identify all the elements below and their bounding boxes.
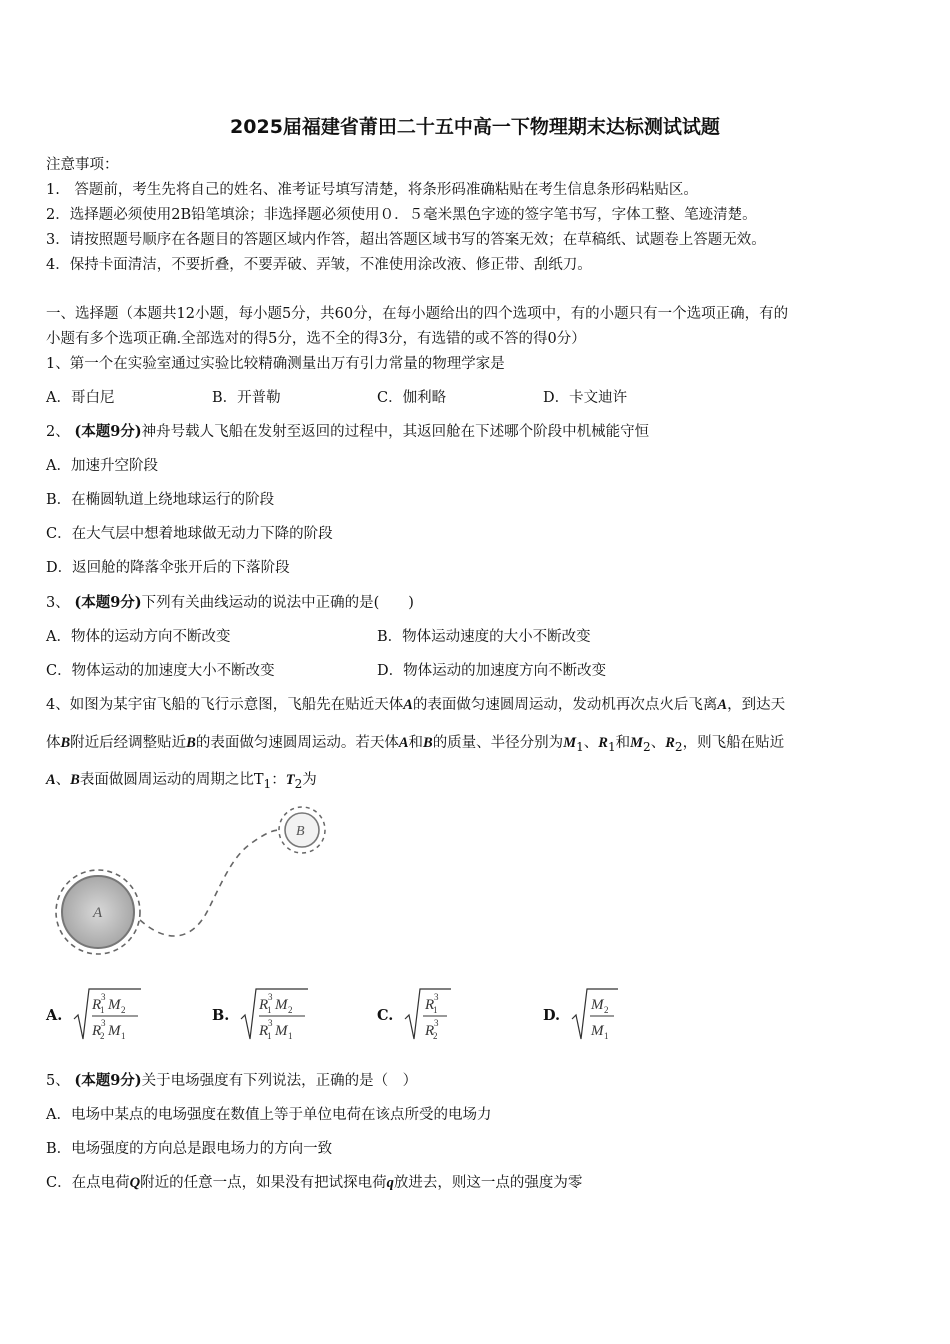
svg-text:R: R xyxy=(92,1023,102,1039)
question-points: (本题9分) xyxy=(74,423,142,440)
svg-text:3: 3 xyxy=(268,992,273,1002)
svg-text:2: 2 xyxy=(433,1031,438,1041)
svg-text:3: 3 xyxy=(434,992,439,1002)
question-number: 3、 xyxy=(46,595,70,611)
spaceship-trajectory-figure xyxy=(48,800,348,970)
question-3-stem xyxy=(46,591,414,612)
section-header-line: 一、选择题（本题共12小题，每小题5分，共60分，在每小题给出的四个选项中，有的小题只有一个选项正确，有的 xyxy=(46,306,789,322)
question-text: 下列有关曲线运动的说法中正确的是( ) xyxy=(141,595,414,611)
q2-option-d: D．返回舱的降落伞张开后的下落阶段 xyxy=(46,560,290,576)
q4-option-c: C. R 1 3 R 2 3 xyxy=(377,985,453,1045)
question-2-stem xyxy=(46,420,649,441)
question-points: (本题9分) xyxy=(74,594,142,611)
svg-text:M: M xyxy=(275,1023,288,1039)
q2-option-a: A．加速升空阶段 xyxy=(46,458,158,474)
formula-sqrt-r1cubed-over-r2cubed xyxy=(403,985,453,1045)
q3-option-d: D．物体运动的加速度方向不断改变 xyxy=(377,663,607,679)
q3-option-a: A．物体的运动方向不断改变 xyxy=(46,629,231,645)
formula-sqrt-r1cubed-m2-over-r2cubed-m1 xyxy=(72,985,142,1045)
trajectory-path xyxy=(140,830,280,936)
svg-text:1: 1 xyxy=(433,1005,438,1015)
question-number: 5、 xyxy=(46,1073,70,1089)
question-1-stem: 1、第一个在实验室通过实验比较精确测量出万有引力常量的物理学家是 xyxy=(46,356,505,372)
svg-text:1: 1 xyxy=(100,1005,105,1015)
q3-option-b: B．物体运动速度的大小不断改变 xyxy=(377,629,591,645)
q4-option-a: A. R 1 3 M 2 R 2 3 M 1 xyxy=(46,985,142,1045)
formula-sqrt-m2-over-m1 xyxy=(570,985,620,1045)
svg-text:3: 3 xyxy=(268,1018,273,1028)
svg-text:2: 2 xyxy=(604,1005,609,1015)
q4-option-d: D. M 2 M 1 xyxy=(543,985,620,1045)
label-a: A xyxy=(93,905,103,921)
svg-text:3: 3 xyxy=(434,1018,439,1028)
svg-text:2: 2 xyxy=(100,1031,105,1041)
svg-text:3: 3 xyxy=(101,1018,106,1028)
q2-option-b: B．在椭圆轨道上绕地球运行的阶段 xyxy=(46,492,275,508)
svg-text:2: 2 xyxy=(121,1005,126,1015)
q1-option-b: B．开普勒 xyxy=(212,390,281,406)
svg-text:1: 1 xyxy=(267,1031,272,1041)
q5-option-a: A．电场中某点的电场强度在数值上等于单位电荷在该点所受的电场力 xyxy=(46,1107,492,1123)
question-number: 2、 xyxy=(46,424,70,440)
q1-option-c: C．伽利略 xyxy=(377,390,447,406)
svg-text:R: R xyxy=(92,997,102,1013)
question-4-line2: 体B附近后经调整贴近B的表面做匀速圆周运动。若天体A和B的质量、半径分别为$M_1$、$R_1$和$M_2$、$R_2$，则飞船在贴近 xyxy=(46,735,785,754)
notice-item: 1. 答题前，考生先将自己的姓名、准考证号填写清楚，将条形码准确粘贴在考生信息条形码粘贴区。 xyxy=(46,182,698,198)
question-4-line3: A、B表面做圆周运动的周期之比$T_1$：$T_2$为 xyxy=(46,772,317,791)
notice-heading: 注意事项： xyxy=(46,157,119,173)
svg-text:1: 1 xyxy=(288,1031,293,1041)
q5-option-c: C．在点电荷Q附近的任意一点，如果没有把试探电荷q放进去，则这一点的强度为零 xyxy=(46,1175,583,1191)
svg-text:M: M xyxy=(108,1023,121,1039)
q3-option-c: C．物体运动的加速度大小不断改变 xyxy=(46,663,275,679)
question-points: (本题9分) xyxy=(74,1072,142,1089)
svg-text:M: M xyxy=(108,997,121,1013)
svg-text:R: R xyxy=(425,997,435,1013)
question-4-line1: 4、如图为某宇宙飞船的飞行示意图，飞船先在贴近天体A的表面做匀速圆周运动，发动机再次点火后飞离A，到达天 xyxy=(46,697,786,713)
svg-text:M: M xyxy=(275,997,288,1013)
q2-option-c: C．在大气层中想着地球做无动力下降的阶段 xyxy=(46,526,333,542)
q1-option-a: A．哥白尼 xyxy=(46,390,115,406)
q1-option-d: D．卡文迪许 xyxy=(543,390,628,406)
svg-text:R: R xyxy=(259,997,269,1013)
question-text: 神舟号载人飞船在发射至返回的过程中，其返回舱在下述哪个阶段中机械能守恒 xyxy=(141,424,650,440)
question-5-stem xyxy=(46,1069,417,1090)
question-text: 关于电场强度有下列说法，正确的是（ ） xyxy=(141,1073,418,1089)
svg-text:R: R xyxy=(425,1023,435,1039)
section-header-line: 小题有多个选项正确.全部选对的得5分，选不全的得3分，有选错的或不答的得0分） xyxy=(46,331,586,347)
svg-text:1: 1 xyxy=(267,1005,272,1015)
q5-option-b: B．电场强度的方向总是跟电场力的方向一致 xyxy=(46,1141,333,1157)
svg-text:1: 1 xyxy=(121,1031,126,1041)
q4-option-b: B. R 1 3 M 2 R 1 3 M 1 xyxy=(212,985,309,1045)
notice-item: 2．选择题必须使用2B铅笔填涂；非选择题必须使用０．５毫米黑色字迹的签字笔书写，字体工整、笔迹清楚。 xyxy=(46,207,757,223)
svg-text:2: 2 xyxy=(288,1005,293,1015)
svg-text:M: M xyxy=(591,997,604,1013)
svg-text:M: M xyxy=(591,1023,604,1039)
notice-item: 3．请按照题号顺序在各题目的答题区域内作答，超出答题区域书写的答案无效；在草稿纸、试题卷上答题无效。 xyxy=(46,232,766,248)
notice-item: 4．保持卡面清洁，不要折叠，不要弄破、弄皱，不准使用涂改液、修正带、刮纸刀。 xyxy=(46,257,592,273)
svg-text:1: 1 xyxy=(604,1031,609,1041)
page-title: 2025届福建省莆田二十五中高一下物理期末达标测试试题 xyxy=(230,116,720,138)
formula-sqrt-r1cubed-m2-over-r1cubed-m1 xyxy=(239,985,309,1045)
svg-text:3: 3 xyxy=(101,992,106,1002)
svg-text:R: R xyxy=(259,1023,269,1039)
label-b: B xyxy=(296,824,305,839)
